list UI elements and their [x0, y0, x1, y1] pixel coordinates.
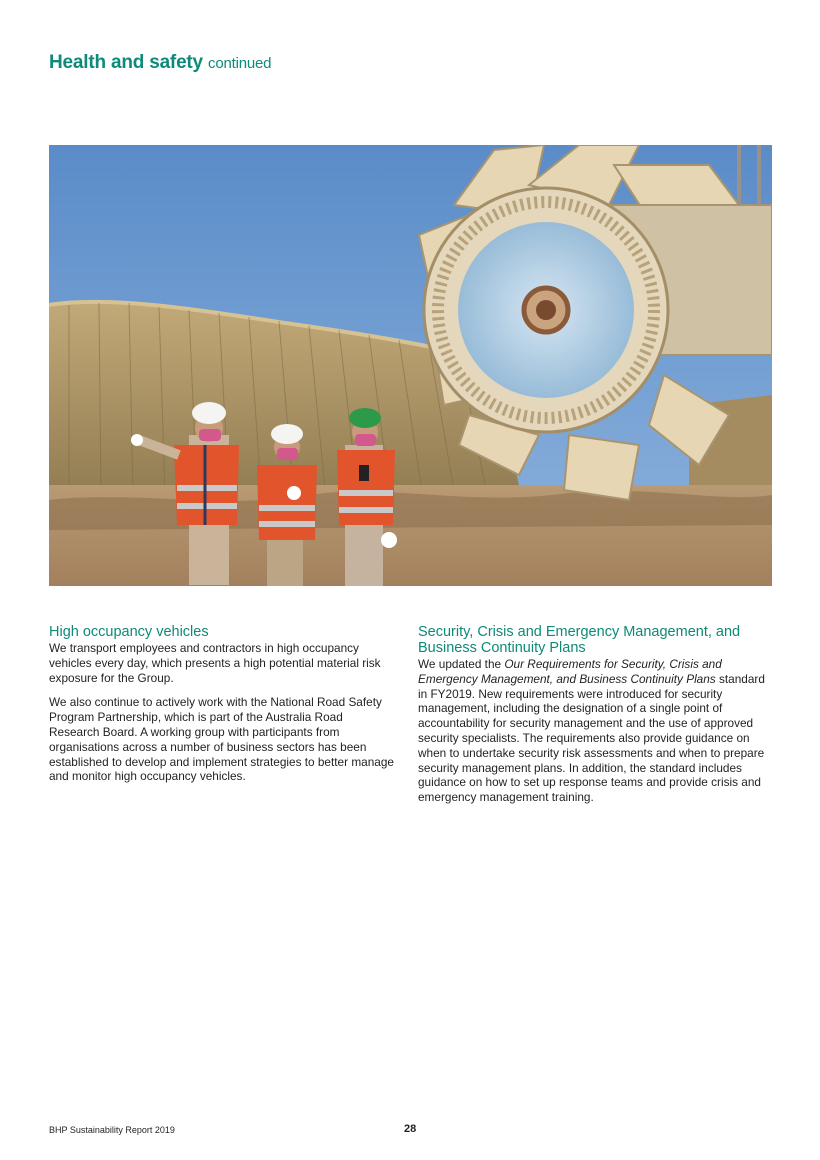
- paragraph: We transport employees and contractors in high occupancy vehicles every day, which presents a high potential material risk exposure for the Group.: [49, 641, 381, 685]
- photo-illustration: [49, 145, 772, 586]
- mine-site-photo: [49, 145, 772, 586]
- paragraph-text: standard in FY2019. New requirements were introduced for security management, including the designation of a single point of accountability for security management and the use of approved security specialists. The requirements also provide guidance on when to undertake security risk assessments and when to prepare security management plans. In addition, the standard includes guidance on how to set up response teams and provide crisis and emergency management training.: [418, 671, 765, 805]
- section-security-crisis-emergency: [418, 624, 772, 815]
- page-number: 28: [404, 1123, 417, 1135]
- paragraph-text: We updated the: [418, 657, 505, 671]
- paragraph: [418, 657, 772, 805]
- section-heading: High occupancy vehicles: [49, 624, 209, 640]
- section-heading: Security, Crisis and Emergency Management, and Business Continuity Plans: [418, 624, 741, 656]
- section-high-occupancy-vehicles: [49, 624, 395, 794]
- page-title: [49, 52, 271, 74]
- page-title-suffix: continued: [208, 55, 272, 72]
- standard-title: Our Requirements for Security, Crisis and Emergency Management, and Business Continuity Plans: [418, 657, 722, 686]
- footer-report-name: BHP Sustainability Report 2019: [49, 1125, 175, 1135]
- page-title-main: Health and safety: [49, 52, 203, 73]
- paragraph: We also continue to actively work with the National Road Safety Program Partnership, which is part of the Australia Road Research Board. A working group with participants from organisations across a number of business sectors has been established to develop and implement strategies to better manage and monitor high occupancy vehicles.: [49, 695, 394, 784]
